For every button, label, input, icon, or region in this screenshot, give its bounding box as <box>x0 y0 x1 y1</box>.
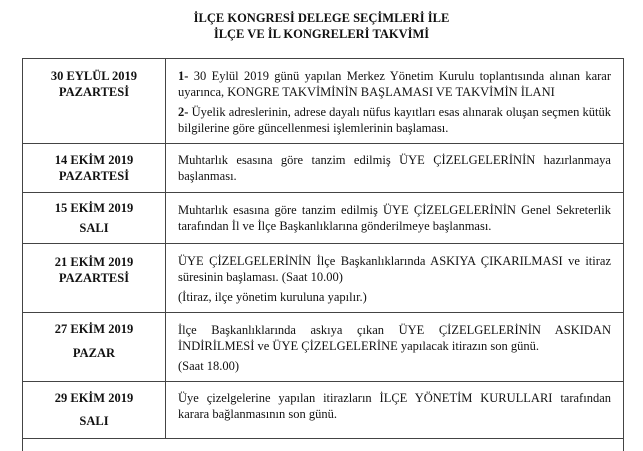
table-row <box>23 59 623 144</box>
date-cell <box>23 144 166 192</box>
title-line-2: İLÇE VE İL KONGRELERİ TAKVİMİ <box>213 27 430 41</box>
description-cell <box>178 152 611 184</box>
description-text: Muhtarlık esasına göre tanzim edilmiş ÜYE ÇİZELGELERİNİN hazırlanmaya başlanması. <box>178 153 611 183</box>
description-cell <box>178 202 611 234</box>
date-text: 15 EKİM 2019 <box>54 201 134 215</box>
description-paragraph <box>178 68 611 100</box>
item-number: 1- <box>178 69 189 83</box>
day-text: SALI <box>79 414 109 428</box>
description-text: Üye çizelgelerine yapılan itirazların İLÇE YÖNETİM KURULLARI tarafından karara bağlanmasının son günü. <box>178 391 611 421</box>
page-title <box>0 10 643 42</box>
day-text: PAZARTESİ <box>58 271 130 285</box>
date-cell <box>23 193 166 243</box>
description-cell <box>178 253 611 305</box>
day-text: PAZARTESİ <box>58 85 130 99</box>
description-text: ÜYE ÇİZELGELERİNİN İlçe Başkanlıklarında ASKIYA ÇIKARILMASI ve itiraz süresinin başlaması. (Saat 10.00) <box>178 254 611 284</box>
item-number: 2- <box>178 105 189 119</box>
date-cell <box>23 382 166 438</box>
date-text: 14 EKİM 2019 <box>54 153 134 167</box>
day-text: PAZAR <box>72 346 116 360</box>
title-line-1: İLÇE KONGRESİ DELEGE SEÇİMLERİ İLE <box>193 11 450 25</box>
table-row <box>23 382 623 439</box>
description-cell <box>178 68 611 136</box>
schedule-table <box>22 58 624 451</box>
date-text: 21 EKİM 2019 <box>54 255 134 269</box>
day-text: PAZARTESİ <box>58 169 130 183</box>
date-cell <box>23 59 166 143</box>
description-text: (İtiraz, ilçe yönetim kuruluna yapılır.) <box>178 290 367 304</box>
date-text: 30 EYLÜL 2019 <box>50 69 138 83</box>
table-row <box>23 244 623 313</box>
date-text: 27 EKİM 2019 <box>54 322 134 336</box>
table-row <box>23 144 623 193</box>
day-text: SALI <box>79 221 109 235</box>
description-text: Muhtarlık esasına göre tanzim edilmiş ÜYE ÇİZELGELERİNİN Genel Sekreterlik tarafından İl ve İlçe Başkanlıklarına gönderilmeye başlanması. <box>178 203 611 233</box>
description-paragraph <box>178 104 611 136</box>
description-text: (Saat 18.00) <box>178 359 240 373</box>
date-text: 29 EKİM 2019 <box>54 391 134 405</box>
description-text: 30 Eylül 2019 günü yapılan Merkez Yönetim Kurulu toplantısında alınan karar uyarınca, KONGRE TAKVİMİNİN BAŞLAMASI VE TAKVİMİN İLANI <box>178 69 612 99</box>
date-cell <box>23 313 166 381</box>
description-text: İlçe Başkanlıklarında askıya çıkan ÜYE ÇİZELGELERİNİN ASKIDAN İNDİRİLMESİ ve ÜYE ÇİZELGELERİNE yapılacak itirazın son günü. <box>178 323 611 353</box>
description-text: Üyelik adreslerinin, adrese dayalı nüfus kayıtları esas alınarak oluşan seçmen kütük bilgilerine göre güncellenmesi işlemlerinin başlaması. <box>178 105 611 135</box>
description-cell <box>178 390 611 422</box>
table-row <box>23 313 623 382</box>
description-cell <box>178 322 611 374</box>
date-cell <box>23 244 166 312</box>
table-row <box>23 193 623 244</box>
